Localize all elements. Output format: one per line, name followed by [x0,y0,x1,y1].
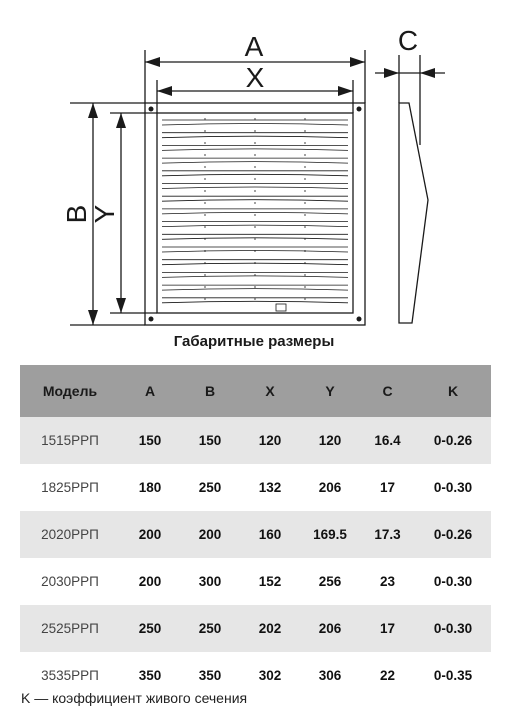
cell-a: 180 [138,480,162,495]
label-y: Y [89,204,120,224]
cell-a: 150 [138,433,162,448]
grille-latch [276,304,286,311]
louver-slat [162,184,348,189]
louver-slat [162,145,348,150]
cell-model: 3535РРП [41,668,99,683]
header-x: X [265,383,275,399]
mounting-hole [357,107,362,112]
louver-slat [162,120,348,125]
cell-b: 250 [198,480,222,495]
cell-a: 200 [138,527,162,542]
cell-k: 0-0.26 [433,433,473,448]
cell-c: 22 [379,668,396,683]
header-a: A [144,383,156,399]
table-row [20,558,491,605]
cell-a: 200 [138,574,162,589]
table-row [20,511,491,558]
cell-k: 0-0.26 [433,527,473,542]
cell-k: 0-0.35 [433,668,473,683]
table-header-row [20,365,491,417]
cell-k: 0-0.30 [433,621,473,636]
cell-a: 250 [138,621,162,636]
label-b: B [61,204,92,224]
cell-x: 132 [258,480,282,495]
cell-c: 17 [379,621,396,636]
cell-x: 160 [258,527,282,542]
label-c: C [397,25,419,56]
grille-side-profile [399,103,428,323]
cell-model: 2030РРП [41,574,99,589]
cell-x: 152 [258,574,282,589]
cell-k: 0-0.30 [433,574,473,589]
grille-louvers [162,118,348,308]
cell-c: 17 [379,480,396,495]
header-b: B [204,383,216,399]
cell-b: 200 [198,527,222,542]
cell-x: 120 [258,433,282,448]
mounting-hole [357,317,362,322]
header-c: C [382,383,393,399]
cell-x: 302 [258,668,282,683]
cell-model: 1825РРП [41,480,99,495]
header-y: Y [325,383,335,399]
label-a: A [244,31,264,62]
louver-slat [162,209,348,214]
cell-b: 300 [198,574,222,589]
louver-slat [162,171,348,176]
cell-c: 16.4 [374,433,401,448]
cell-y: 206 [318,621,342,636]
cell-b: 350 [198,668,222,683]
table-row [20,417,491,464]
cell-c: 17.3 [374,527,401,542]
cell-x: 202 [258,621,282,636]
header-model: Модель [42,383,98,399]
header-k: K [447,383,459,399]
footnote: K — коэффициент живого сечения [21,690,248,706]
cell-model: 2020РРП [41,527,99,542]
louver-slat [162,133,348,138]
louver-slat [162,158,348,163]
cell-y: 306 [318,668,342,683]
cell-b: 150 [198,433,222,448]
cell-y: 120 [318,433,342,448]
mounting-hole [149,317,154,322]
cell-c: 23 [379,574,396,589]
cell-b: 250 [198,621,222,636]
cell-model: 2525РРП [41,621,99,636]
cell-y: 206 [318,480,342,495]
cell-y: 169.5 [313,527,347,542]
specification-table [20,365,491,699]
table-row [20,605,491,652]
cell-k: 0-0.30 [433,480,473,495]
label-x: X [245,62,265,93]
cell-y: 256 [318,574,342,589]
cell-model: 1515РРП [41,433,99,448]
louver-slat [162,196,348,201]
table-row [20,464,491,511]
louver-slat [162,222,348,227]
drawing-caption: Габаритные размеры [173,333,335,350]
mounting-hole [149,107,154,112]
cell-a: 350 [138,668,162,683]
grille-dimension-drawing [0,0,508,330]
